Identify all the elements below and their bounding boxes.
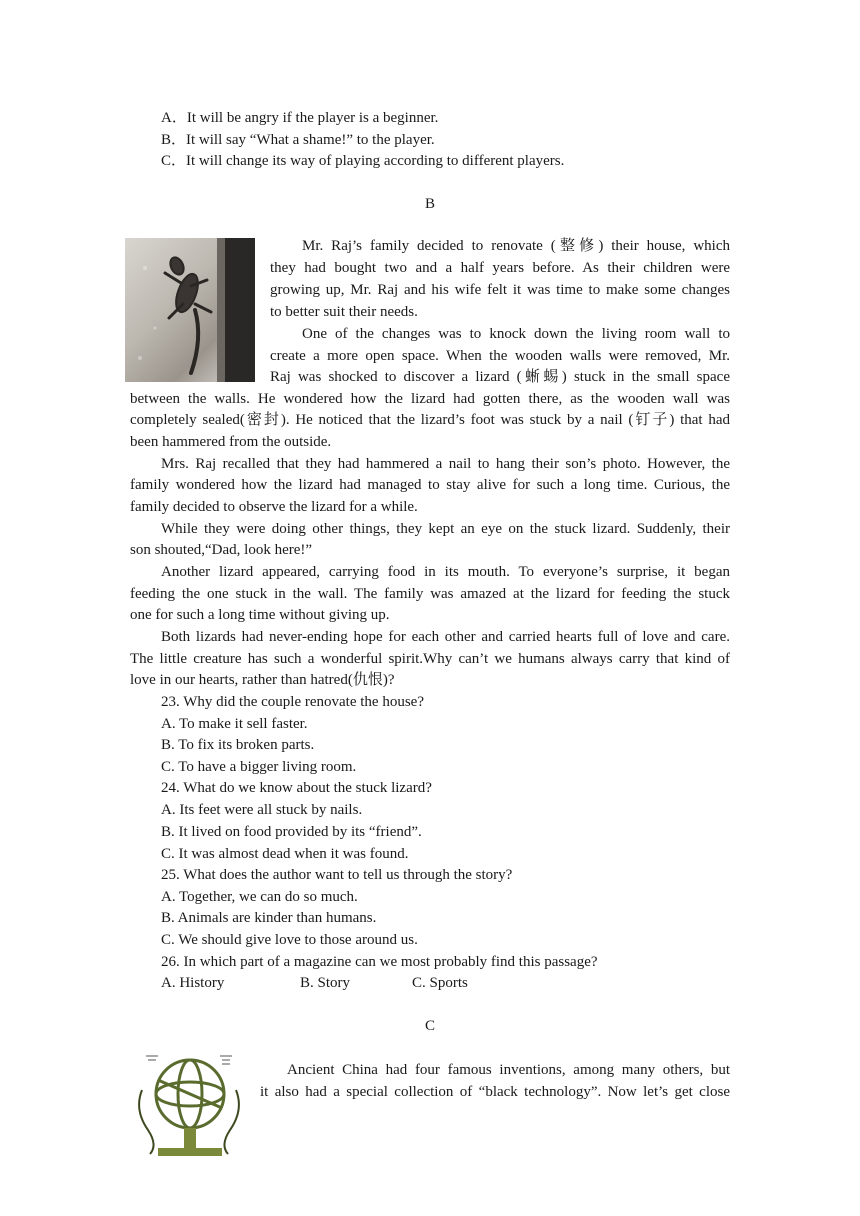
q25-option-a: A. Together, we can do so much. — [161, 889, 358, 905]
c-intro-line1: Ancient China had four famous inventions, among many others, but — [287, 1062, 730, 1078]
para2-line2: create a more open space. When the wooden walls were removed, Mr. — [270, 348, 730, 364]
para1-line4: to better suit their needs. — [270, 304, 418, 320]
para1-line2: they had bought two and a half years before. As their children were — [270, 260, 730, 276]
para6-line3: love in our hearts, rather than hatred(仇恨)? — [130, 672, 395, 688]
section-heading-b: B — [424, 196, 435, 212]
para5-line3: one for such a long time without giving up. — [130, 607, 390, 623]
q24-option-a: A. Its feet were all stuck by nails. — [161, 802, 363, 818]
para1-line1: Mr. Raj’s family decided to renovate (整修) their house, which — [302, 238, 730, 254]
section-heading-c: C — [424, 1018, 435, 1034]
para2-line3: Raj was shocked to discover a lizard (蜥蜴) stuck in the small space — [270, 369, 730, 385]
q25-option-b: B. Animals are kinder than humans. — [161, 910, 377, 926]
lizard-photo — [125, 238, 255, 382]
para3-line3: family decided to observe the lizard for a while. — [130, 499, 418, 515]
para1-line3: growing up, Mr. Raj and his wife felt it was time to make some changes — [270, 282, 730, 298]
q26-option-b: B. Story — [300, 975, 351, 991]
para5-line1: Another lizard appeared, carrying food in its mouth. To everyone’s surprise, it began — [161, 564, 730, 580]
para6-line1: Both lizards had never-ending hope for each other and carried hearts full of love and care. — [161, 629, 730, 645]
option-a: A．It will be angry if the player is a beginner. — [161, 110, 439, 126]
q24-option-c: C. It was almost dead when it was found. — [161, 846, 409, 862]
q25-option-c: C. We should give love to those around us. — [161, 932, 418, 948]
para5-line2: feeding the one stuck in the wall. The family was amazed at the lizard for feeding the stuck — [130, 586, 730, 602]
q26-option-c: C. Sports — [412, 975, 468, 991]
para6-line2: The little creature has such a wonderful spirit.Why can’t we humans always carry that kind of — [130, 651, 730, 667]
question-23: 23. Why did the couple renovate the house? — [161, 694, 424, 710]
question-25: 25. What does the author want to tell us through the story? — [161, 867, 513, 883]
q24-option-b: B. It lived on food provided by its “friend”. — [161, 824, 422, 840]
question-26: 26. In which part of a magazine can we most probably find this passage? — [161, 954, 598, 970]
para4-line1: While they were doing other things, they kept an eye on the stuck lizard. Suddenly, their — [161, 521, 730, 537]
q23-option-c: C. To have a bigger living room. — [161, 759, 357, 775]
para3-line1: Mrs. Raj recalled that they had hammered a nail to hang their son’s photo. However, the — [161, 456, 730, 472]
para2-line1: One of the changes was to knock down the living room wall to — [302, 326, 730, 342]
option-c: C．It will change its way of playing according to different players. — [161, 153, 565, 169]
para2-line4: between the walls. He wondered how the lizard had gotten there, as the wooden wall was — [130, 391, 730, 407]
question-24: 24. What do we know about the stuck lizard? — [161, 780, 432, 796]
para4-line2: son shouted,“Dad, look here!” — [130, 542, 313, 558]
option-b: B．It will say “What a shame!” to the player. — [161, 132, 435, 148]
c-intro-line2: it also had a special collection of “black technology”. Now let’s get close — [260, 1084, 730, 1100]
para3-line2: family wondered how the lizard had managed to stay alive for such a long time. Curious, the — [130, 477, 730, 493]
armillary-sphere-image — [128, 1050, 250, 1166]
para2-line6: been hammered from the outside. — [130, 434, 332, 450]
q23-option-b: B. To fix its broken parts. — [161, 737, 315, 753]
q26-option-a: A. History — [161, 975, 225, 991]
q23-option-a: A. To make it sell faster. — [161, 716, 308, 732]
para2-line5: completely sealed(密封). He noticed that the lizard’s foot was stuck by a nail (钉子) that had — [130, 412, 730, 428]
